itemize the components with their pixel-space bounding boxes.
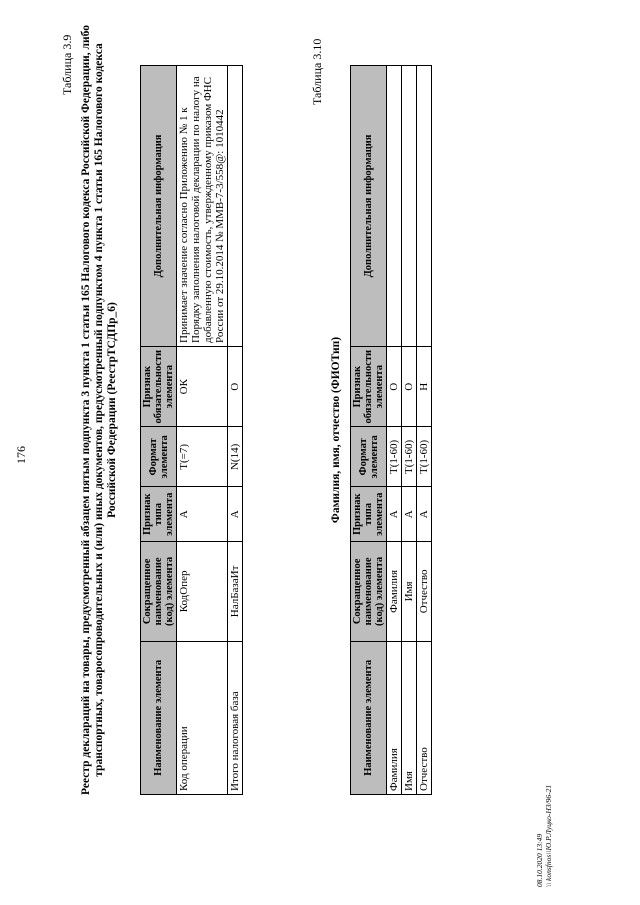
table-row <box>228 66 243 795</box>
footer-timestamp: 08.10.2020 13:49 <box>535 833 544 887</box>
table-cell: КодОпер <box>177 542 228 641</box>
page-number: 176 <box>14 446 28 464</box>
table-3-10-label: Таблица 3.10 <box>310 38 324 105</box>
table-cell: А <box>177 487 228 542</box>
table-cell: Отчество <box>417 542 432 641</box>
table-cell: T(1-60) <box>387 427 402 487</box>
table-cell: О <box>228 346 243 427</box>
table-cell: А <box>228 487 243 542</box>
table-cell: О <box>402 346 417 427</box>
header-cell: Признак типа элемента <box>351 487 387 542</box>
header-cell: Формат элемента <box>351 427 387 487</box>
table-row <box>177 66 228 795</box>
table-cell <box>417 66 432 347</box>
table-cell: А <box>387 487 402 542</box>
header-cell: Сокращенное наименование (код) элемента <box>351 542 387 641</box>
header-cell: Наименование элемента <box>141 641 177 794</box>
table-cell: ОК <box>177 346 228 427</box>
header-cell: Признак типа элемента <box>141 487 177 542</box>
header-cell: Сокращенное наименование (код) элемента <box>141 542 177 641</box>
table-3-9-label: Таблица 3.9 <box>60 34 74 95</box>
table-cell: Имя <box>402 542 417 641</box>
header-cell: Наименование элемента <box>351 641 387 794</box>
table-cell: Принимает значение согласно Приложению № 1 к Порядку заполнения налоговой декларации по налогу на добавленную стоимость, утвержденному приказом ФНС России от 29.10.2014 № ММВ-7-3/558@: 1010442 <box>177 66 228 347</box>
table-cell: Н <box>417 346 432 427</box>
header-cell: Формат элемента <box>141 427 177 487</box>
table-cell: НалБазаИт <box>228 542 243 641</box>
table-cell: А <box>417 487 432 542</box>
table-cell <box>387 66 402 347</box>
table-cell: Фамилия <box>387 641 402 794</box>
footer-stamp <box>535 785 553 887</box>
header-cell: Дополнительная информация <box>141 66 177 347</box>
header-cell: Признак обязательности элемента <box>351 346 387 427</box>
table-row <box>387 66 402 795</box>
table-cell: T(=7) <box>177 427 228 487</box>
table-3-10-caption: Фамилия, имя, отчество (ФИОТип) <box>330 336 342 524</box>
table-cell: N(14) <box>228 427 243 487</box>
table-cell <box>402 66 417 347</box>
table-cell <box>228 66 243 347</box>
table-3-10-header-row <box>351 66 387 795</box>
table-cell: Код операции <box>177 641 228 794</box>
table-cell: О <box>387 346 402 427</box>
table-row <box>417 66 432 795</box>
table-3-10 <box>350 65 432 795</box>
table-cell: T(1-60) <box>417 427 432 487</box>
footer-file-path: \\ konsfnos\\Ю.Р.Луцко-Н3/96-21 <box>544 784 553 887</box>
table-cell: Имя <box>402 641 417 794</box>
header-cell: Дополнительная информация <box>351 66 387 347</box>
table-3-9-header-row <box>141 66 177 795</box>
header-cell: Признак обязательности элемента <box>141 346 177 427</box>
table-3-9 <box>140 65 243 795</box>
table-row <box>402 66 417 795</box>
table-cell: Итого налоговая база <box>228 641 243 794</box>
table-3-9-caption: Реестр деклараций на товары, предусмотренный абзацем пятым подпункта 3 пункта 1 статьи 165 Налогового кодекса Российской Федерации, либо транспортных, товаросопроводительных и (или) иных документов, предусмотренный подпунктом 4 пункта 1 статьи 165 Налогового кодекса Российской Федерации (РеестрТСДПр_6) <box>80 25 118 795</box>
table-cell: T(1-60) <box>402 427 417 487</box>
table-cell: А <box>402 487 417 542</box>
table-cell: Фамилия <box>387 542 402 641</box>
table-cell: Отчество <box>417 641 432 794</box>
